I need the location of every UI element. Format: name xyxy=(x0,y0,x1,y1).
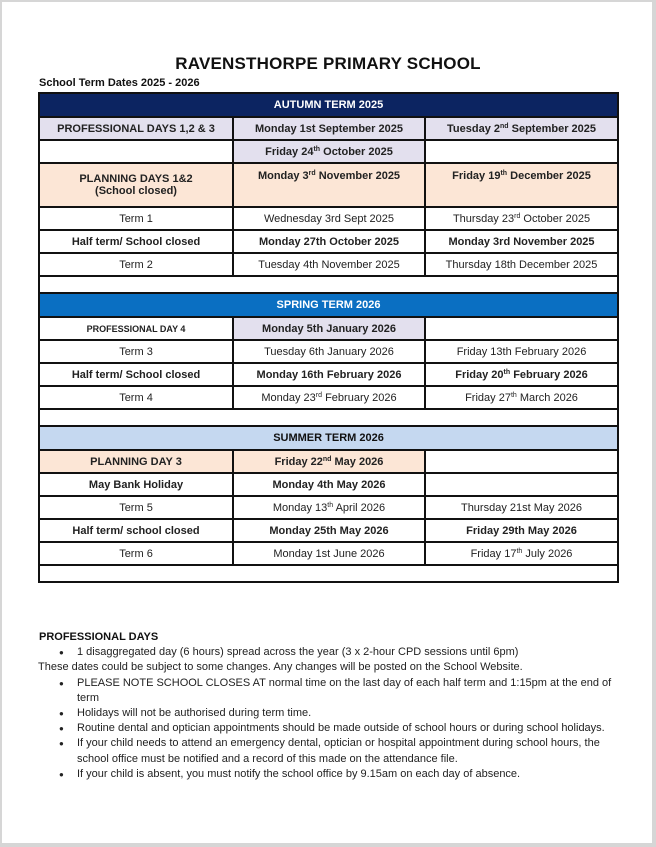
date-cell: Monday 1st September 2025 xyxy=(233,117,425,140)
empty-cell xyxy=(39,276,618,293)
row-label: May Bank Holiday xyxy=(39,473,233,496)
spacer-row xyxy=(39,276,618,293)
date-cell: Friday 13th February 2026 xyxy=(425,340,618,363)
empty-cell xyxy=(39,409,618,426)
list-item: ● Routine dental and optician appointments should be made outside of school hours or during school holidays. xyxy=(59,722,605,735)
row-label: PLANNING DAY 3 xyxy=(39,450,233,473)
date-cell: Monday 23rd February 2026 xyxy=(233,386,425,409)
date-cell: Thursday 18th December 2025 xyxy=(425,253,618,276)
date-cell: Friday 24th October 2025 xyxy=(233,140,425,163)
date-cell: Monday 16th February 2026 xyxy=(233,363,425,386)
autumn-term-header: AUTUMN TERM 2025 xyxy=(39,93,618,117)
row-label: PROFESSIONAL DAYS 1,2 & 3 xyxy=(39,117,233,140)
bullet-icon: ● xyxy=(59,769,64,779)
summer-term-header-row xyxy=(39,426,618,450)
bullet-icon: ● xyxy=(59,724,64,734)
table-row xyxy=(39,473,618,496)
page-subtitle: School Term Dates 2025 - 2026 xyxy=(39,77,200,89)
date-cell: Monday 13th April 2026 xyxy=(233,496,425,519)
row-label: PROFESSIONAL DAY 4 xyxy=(39,317,233,340)
date-cell: Monday 4th May 2026 xyxy=(233,473,425,496)
empty-cell xyxy=(425,450,618,473)
prof-days-list xyxy=(39,645,619,660)
empty-cell xyxy=(425,140,618,163)
date-cell: Friday 27th March 2026 xyxy=(425,386,618,409)
date-cell: Friday 29th May 2026 xyxy=(425,519,618,542)
date-cell: Monday 3rd November 2025 xyxy=(425,230,618,253)
bullet-icon: ● xyxy=(59,709,64,719)
table-row xyxy=(39,363,618,386)
empty-cell xyxy=(39,565,618,582)
table-row xyxy=(39,140,618,163)
date-cell: Friday 22nd May 2026 xyxy=(233,450,425,473)
empty-cell xyxy=(39,140,233,163)
row-label: Half term/ School closed xyxy=(39,363,233,386)
date-cell: Tuesday 2nd September 2025 xyxy=(425,117,618,140)
list-item: ● 1 disaggregated day (6 hours) spread across the year (3 x 2-hour CPD sessions until 6pm) xyxy=(59,646,519,659)
date-cell: Monday 1st June 2026 xyxy=(233,542,425,565)
date-cell: Monday 5th January 2026 xyxy=(233,317,425,340)
date-cell: Friday 17th July 2026 xyxy=(425,542,618,565)
bullet-icon: ● xyxy=(59,648,64,658)
date-cell: Friday 20th February 2026 xyxy=(425,363,618,386)
table-row xyxy=(39,317,618,340)
table-row xyxy=(39,340,618,363)
table-row xyxy=(39,253,618,276)
date-cell: Monday 27th October 2025 xyxy=(233,230,425,253)
list-item: ● If your child needs to attend an emergency dental, optician or hospital appointment during school hours, the school office must be notified and a record of this made on the attendance file. xyxy=(59,737,600,765)
empty-cell xyxy=(425,317,618,340)
table-row xyxy=(39,386,618,409)
notes-heading: PROFESSIONAL DAYS xyxy=(39,631,159,643)
term-dates-table xyxy=(38,92,619,583)
list-item: ● Holidays will not be authorised during term time. xyxy=(59,707,312,720)
date-cell: Wednesday 3rd Sept 2025 xyxy=(233,207,425,230)
table-row xyxy=(39,230,618,253)
spacer-row xyxy=(39,565,618,582)
table-row xyxy=(39,450,618,473)
bullet-icon: ● xyxy=(59,739,64,749)
summer-term-header: SUMMER TERM 2026 xyxy=(39,426,618,450)
row-label: Term 1 xyxy=(39,207,233,230)
list-item: ● If your child is absent, you must notify the school office by 9.15am on each day of absence. xyxy=(59,767,521,780)
date-cell: Tuesday 4th November 2025 xyxy=(233,253,425,276)
date-cell: Thursday 23rd October 2025 xyxy=(425,207,618,230)
empty-cell xyxy=(425,473,618,496)
spring-term-header: SPRING TERM 2026 xyxy=(39,293,618,317)
table-row xyxy=(39,496,618,519)
row-label: Term 6 xyxy=(39,542,233,565)
table-row xyxy=(39,542,618,565)
row-label: PLANNING DAYS 1&2 (School closed) xyxy=(39,163,233,207)
date-cell: Monday 3rd November 2025 xyxy=(233,163,425,207)
notes-section xyxy=(39,630,619,782)
changes-note: These dates could be subject to some changes. Any changes will be posted on the School Website. xyxy=(38,661,523,674)
date-cell: Friday 19th December 2025 xyxy=(425,163,618,207)
bullet-icon: ● xyxy=(59,678,64,688)
notes-list xyxy=(39,676,619,782)
row-label: Term 4 xyxy=(39,386,233,409)
row-label: Term 3 xyxy=(39,340,233,363)
row-label: Term 2 xyxy=(39,253,233,276)
spring-term-header-row xyxy=(39,293,618,317)
page-title: RAVENSTHORPE PRIMARY SCHOOL xyxy=(175,54,481,73)
row-label: Half term/ School closed xyxy=(39,230,233,253)
row-label: Term 5 xyxy=(39,496,233,519)
table-row xyxy=(39,117,618,140)
row-label: Half term/ school closed xyxy=(39,519,233,542)
date-cell: Thursday 21st May 2026 xyxy=(425,496,618,519)
date-cell: Tuesday 6th January 2026 xyxy=(233,340,425,363)
table-row xyxy=(39,163,618,207)
spacer-row xyxy=(39,409,618,426)
date-cell: Monday 25th May 2026 xyxy=(233,519,425,542)
list-item: ● PLEASE NOTE SCHOOL CLOSES AT normal time on the last day of each half term and 1:15pm at the end of term xyxy=(59,676,612,704)
table-row xyxy=(39,519,618,542)
table-row xyxy=(39,207,618,230)
autumn-term-header-row xyxy=(39,93,618,117)
